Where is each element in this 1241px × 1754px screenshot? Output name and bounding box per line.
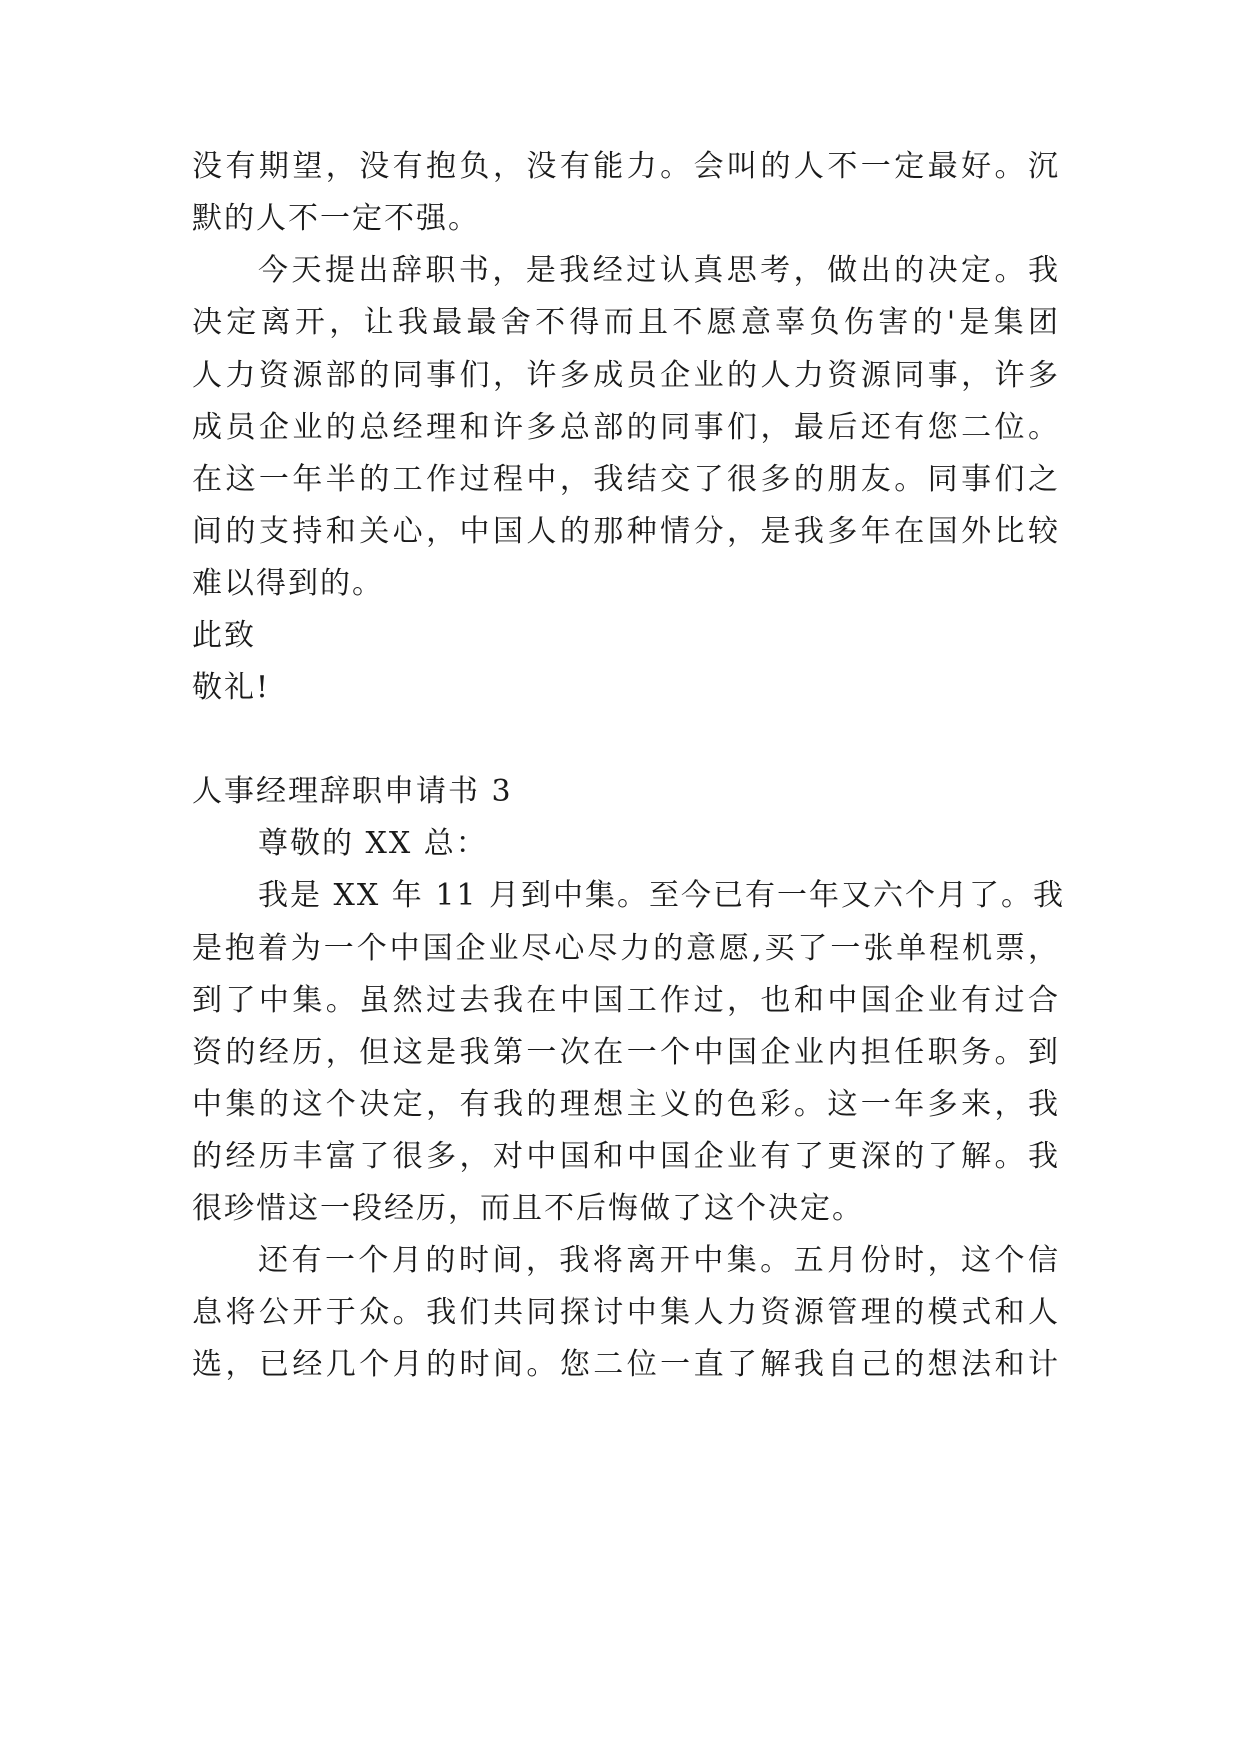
text-line: 的经历丰富了很多，对中国和中国企业有了更深的了解。我	[192, 1139, 1060, 1174]
text-line: 在这一年半的工作过程中，我结交了很多的朋友。同事们之	[192, 462, 1060, 497]
paragraph-first-line: 还有一个月的时间，我将离开中集。五月份时，这个信	[258, 1243, 1060, 1278]
text-line: 没有期望，没有抱负，没有能力。会叫的人不一定最好。沉	[192, 149, 1060, 184]
text-line: 选，已经几个月的时间。您二位一直了解我自己的想法和计	[192, 1347, 1060, 1382]
closing-line: 敬礼!	[192, 670, 271, 705]
salutation: 尊敬的 XX 总：	[258, 826, 488, 861]
paragraph-first-line: 今天提出辞职书，是我经过认真思考，做出的决定。我	[258, 253, 1060, 288]
text-line: 难以得到的。	[192, 566, 384, 601]
closing-line: 此致	[192, 618, 256, 653]
section-title: 人事经理辞职申请书 3	[192, 774, 513, 809]
text-line: 人力资源部的同事们，许多成员企业的人力资源同事，许多	[192, 358, 1060, 393]
text-line: 成员企业的总经理和许多总部的同事们，最后还有您二位。	[192, 410, 1060, 445]
text-line: 中集的这个决定，有我的理想主义的色彩。这一年多来，我	[192, 1087, 1060, 1122]
text-line: 默的人不一定不强。	[192, 201, 480, 236]
text-line: 到了中集。虽然过去我在中国工作过，也和中国企业有过合	[192, 983, 1060, 1018]
paragraph-first-line: 我是 XX 年 11 月到中集。至今已有一年又六个月了。我	[258, 878, 1066, 913]
text-line: 资的经历，但这是我第一次在一个中国企业内担任职务。到	[192, 1035, 1060, 1070]
text-line: 间的支持和关心，中国人的那种情分，是我多年在国外比较	[192, 514, 1060, 549]
text-line: 决定离开，让我最最舍不得而且不愿意辜负伤害的'是集团	[192, 305, 1060, 340]
text-line: 息将公开于众。我们共同探讨中集人力资源管理的模式和人	[192, 1295, 1060, 1330]
text-line: 是抱着为一个中国企业尽心尽力的意愿,买了一张单程机票，	[192, 931, 1060, 966]
text-line: 很珍惜这一段经历，而且不后悔做了这个决定。	[192, 1191, 864, 1226]
